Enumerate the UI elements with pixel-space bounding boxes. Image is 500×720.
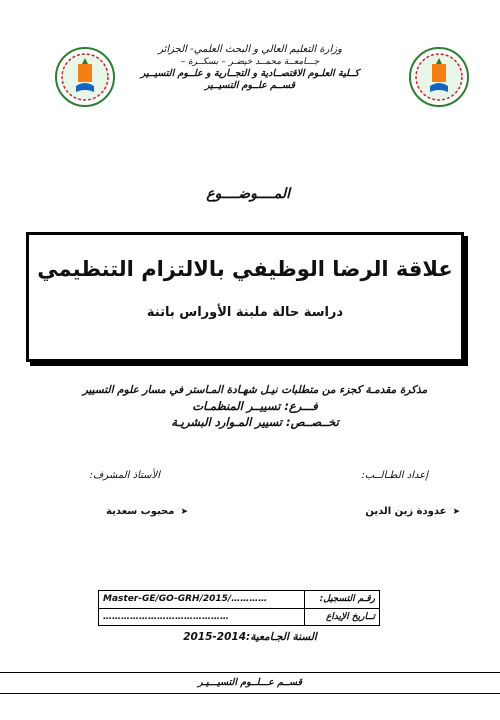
title-box (26, 232, 464, 362)
registration-table (98, 590, 380, 626)
footer-department: قســم عـــلــوم التسيـــيـر (197, 677, 303, 688)
supervisor-label: الأستاذ المشرف: (89, 470, 160, 481)
university-line: جـــامعــة محمــد خيضـر – بسكــرة – (180, 57, 320, 67)
bullet-arrow-icon: ➤ (452, 506, 460, 517)
student-label: إعداد الطـالــب: (361, 470, 428, 481)
deposit-date-value: …………………………………… (99, 608, 305, 626)
memo-specialty: تخــصــص: تسيير المـوارد البشريـة (171, 415, 339, 429)
faculty-line: كــلية العلـوم الاقتصــادية و التجــارية و علــوم التسيــير (140, 68, 360, 79)
registration-row (99, 591, 380, 609)
ministry-line: وزارة التعليم العالي و البحث العلمي- الجزائر (158, 44, 342, 55)
footer-rule-top (0, 672, 500, 673)
university-emblem-right (408, 46, 470, 108)
student-name: عدودة زين الدين (365, 506, 447, 517)
thesis-title: علاقة الرضا الوظيفي بالالتزام التنظيمي (37, 257, 453, 281)
deposit-date-label: تــاريخ الإيداع (305, 608, 380, 626)
bullet-arrow-icon: ➤ (180, 506, 188, 517)
department-line: قســم علــوم التسيــير (204, 80, 296, 91)
institution-header (120, 44, 380, 92)
supervisor-name: محبوب سعدية (106, 506, 175, 517)
memo-purpose: مذكرة مقدمـة كجزء من متطلبات نيـل شهـادة المـاستر في مسار علوم التسيير (82, 384, 428, 396)
academic-year: السنة الجـامعية:2014-2015 (183, 631, 317, 643)
thesis-subtitle: دراسة حالة ملبنة الأوراس باتنة (146, 305, 344, 320)
registration-number-label: رقـم التسجيل: (305, 591, 380, 609)
student-entry (365, 506, 460, 517)
supervisor-entry (106, 506, 188, 517)
memo-block (40, 382, 470, 430)
university-emblem-left (54, 46, 116, 108)
footer-rule-bottom (0, 693, 500, 694)
deposit-date-row (99, 608, 380, 626)
subject-label: المــــوضــــوع (206, 186, 290, 202)
registration-number-value: Master-GE/GO-GRH/2015/………… (99, 591, 305, 609)
memo-branch: فـــرع: تسييــر المنظمـات (192, 399, 318, 413)
